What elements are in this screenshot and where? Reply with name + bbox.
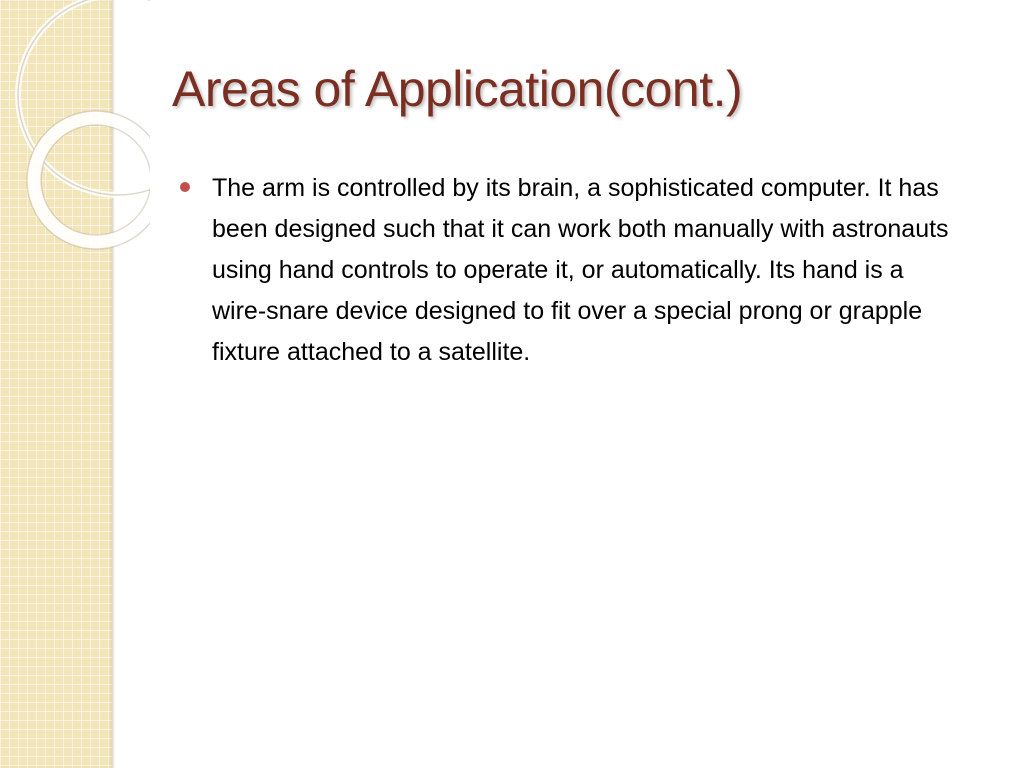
bullet-list [180,168,960,373]
lower-ring [27,111,150,249]
bullet-dot-icon [180,182,190,192]
bullet-text: The arm is controlled by its brain, a sophisticated computer. It has been designed such that it can work both manually with astronauts using hand controls to operate it, or automatically. Its hand is a wire-snare device designed to fit over a special prong or grapple fixture attached to a satellite. [212,174,949,366]
bullet-item [180,168,960,373]
ring-decoration [0,0,150,260]
slide-title: Areas of Application(cont.) [172,61,743,117]
